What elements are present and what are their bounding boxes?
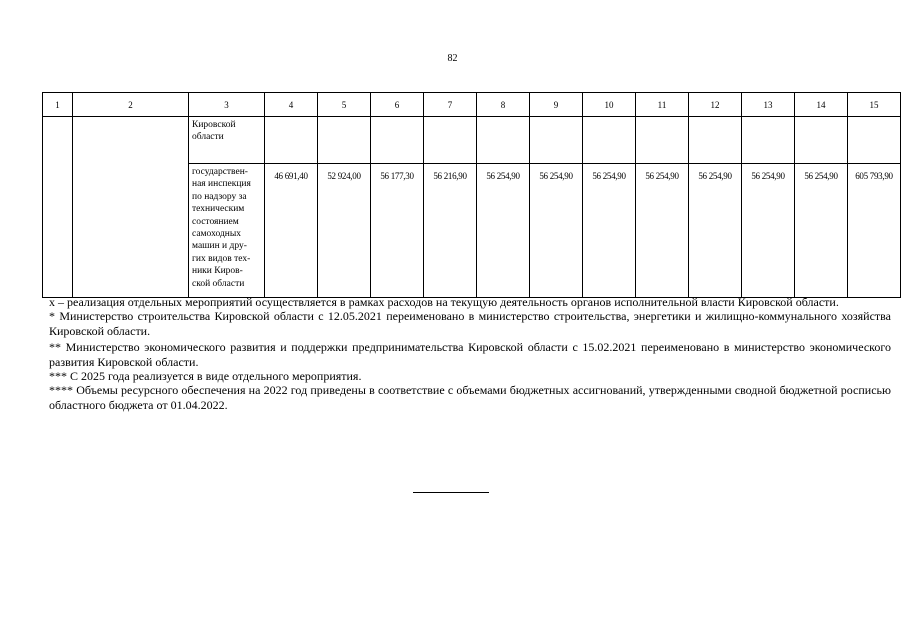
value-cell [530,117,583,164]
footnote: **** Объемы ресурсного обеспечения на 2022 год приведены в соответствие с объемами бюджетных ассигнований, утвержденными сводной бюджетной росписью областного бюджета от 01.04.2022. [49,383,891,412]
executor-name-cell: государствен- ная инспекция по надзору за техническим состоянием самоходных машин и дру- гих видов тех- ники Киров- ской области [189,164,265,298]
column-header: 7 [424,93,477,117]
value-cell: 46 691,40 [265,164,318,298]
table-row [43,117,901,164]
value-cell: 56 254,90 [795,164,848,298]
column-header: 10 [583,93,636,117]
budget-table [42,92,901,298]
value-cell: 56 254,90 [477,164,530,298]
column-header: 6 [371,93,424,117]
value-cell [318,117,371,164]
value-cell [371,117,424,164]
value-cell [636,117,689,164]
column-header: 15 [848,93,901,117]
value-cell [689,117,742,164]
column-header: 4 [265,93,318,117]
column-header: 8 [477,93,530,117]
value-cell: 56 254,90 [689,164,742,298]
footnote: x – реализация отдельных мероприятий осуществляется в рамках расходов на текущую деятельность органов исполнительной власти Кировской области. [49,295,839,309]
footnotes [49,295,891,412]
table-header-row [43,93,901,117]
page-number: 82 [447,53,458,64]
table-cell [43,117,73,298]
value-cell: 52 924,00 [318,164,371,298]
column-header: 11 [636,93,689,117]
column-header: 3 [189,93,265,117]
table-cell [73,117,189,298]
value-cell [848,117,901,164]
value-cell: 56 254,90 [636,164,689,298]
column-header: 9 [530,93,583,117]
value-cell [742,117,795,164]
value-cell [583,117,636,164]
footnote: ** Министерство экономического развития и поддержки предпринимательства Кировской области с 15.02.2021 переименовано в министерство экономического развития Кировской области. [49,340,891,369]
footnote: * Министерство строительства Кировской области с 12.05.2021 переименовано в министерство строительства, энергетики и жилищно-коммунального хозяйства Кировской области. [49,309,891,338]
value-cell [477,117,530,164]
value-cell [795,117,848,164]
column-header: 2 [73,93,189,117]
value-cell: 56 177,30 [371,164,424,298]
value-cell: 56 254,90 [530,164,583,298]
closing-divider [413,492,489,493]
value-cell [424,117,477,164]
value-cell: 605 793,90 [848,164,901,298]
column-header: 12 [689,93,742,117]
column-header: 14 [795,93,848,117]
value-cell: 56 254,90 [742,164,795,298]
column-header: 13 [742,93,795,117]
column-header: 5 [318,93,371,117]
value-cell: 56 216,90 [424,164,477,298]
column-header: 1 [43,93,73,117]
executor-name-cell: Кировской области [189,117,265,164]
value-cell [265,117,318,164]
footnote: *** С 2025 года реализуется в виде отдельного мероприятия. [49,369,362,384]
value-cell: 56 254,90 [583,164,636,298]
